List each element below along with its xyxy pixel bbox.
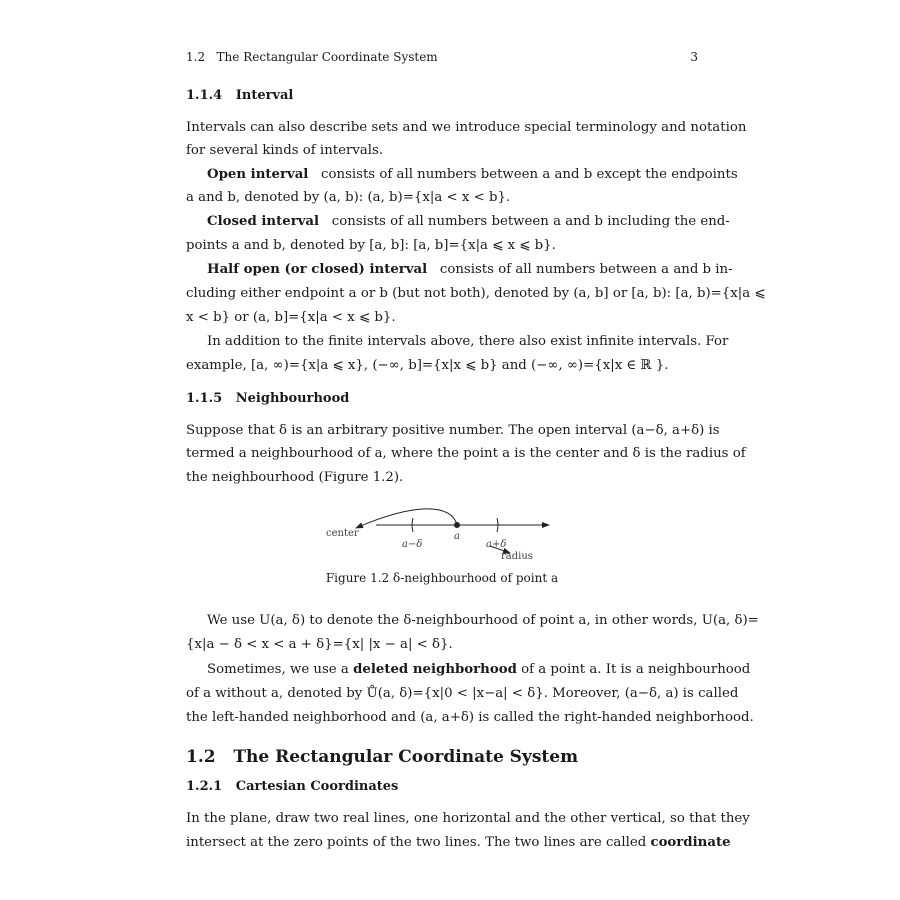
heading-title: Cartesian Coordinates: [235, 779, 399, 794]
label-a-minus-delta: a−δ: [402, 539, 423, 550]
neighbourhood-para-line-2: termed a neighbourhood of a, where the point a is the center and δ is the radius of: [186, 446, 746, 461]
header-section-number: 1.2: [186, 50, 206, 64]
half-open-interval-line-2: cluding either endpoint a or b (but not both), denoted by (a, b] or [a, b): [a, b)={x|a ⩽: [186, 286, 766, 301]
subsection-heading-neighbourhood: [186, 391, 349, 406]
infinite-interval-line-2: example, [a, ∞)={x|a ⩽ x}, (−∞, b]={x|x ⩽ b} and (−∞, ∞)={x|x ∈ ℝ }.: [186, 358, 669, 373]
half-open-interval-line-3: x < b} or (a, b]={x|a < x ⩽ b}.: [186, 310, 396, 325]
figure-caption: Figure 1.2 δ-neighbourhood of point a: [325, 571, 559, 585]
heading-title: Interval: [235, 88, 294, 103]
deleted-neighbourhood-line-3: the left-handed neighborhood and (a, a+δ) is called the right-handed neighborhood.: [186, 710, 754, 725]
page: [186, 0, 766, 900]
neighbourhood-figure: [316, 500, 556, 566]
half-open-interval-text: consists of all numbers between a and b in-: [439, 262, 733, 277]
section-title: The Rectangular Coordinate System: [233, 747, 579, 767]
open-interval-line-2: a and b, denoted by (a, b): (a, b)={x|a < x < b}.: [186, 190, 511, 205]
subsection-heading-cartesian: [186, 779, 398, 794]
neighbourhood-para-line-1: Suppose that δ is an arbitrary positive number. The open interval (a−δ, a+δ) is: [186, 423, 720, 438]
section-number: 1.2: [186, 747, 216, 767]
header-title: The Rectangular Coordinate System: [216, 50, 438, 64]
closed-interval-line-1: [186, 214, 730, 229]
section-heading: [186, 747, 578, 767]
interval-intro-line-1: Intervals can also describe sets and we introduce special terminology and notation: [186, 120, 747, 135]
closed-interval-term: Closed interval: [207, 214, 320, 229]
coordinate-term: coordinate: [650, 835, 731, 850]
label-a-plus-delta: a+δ: [486, 539, 507, 550]
deleted-neighbourhood-line-2: of a without a, denoted by Ů(a, δ)={x|0 < |x−a| < δ}. Moreover, (a−δ, a) is called: [186, 686, 739, 701]
deleted-neighbourhood-term: deleted neighborhood: [353, 662, 517, 677]
half-open-interval-line-1: [186, 262, 733, 277]
open-interval-term: Open interval: [207, 167, 309, 182]
heading-number: 1.1.4: [186, 88, 223, 103]
cartesian-para-line-2: [186, 835, 731, 850]
cartesian-text: intersect at the zero points of the two lines. The two lines are called: [186, 835, 651, 850]
label-radius: radius: [501, 551, 533, 562]
open-interval-text: consists of all numbers between a and b except the endpoints: [321, 167, 738, 182]
label-center: center: [326, 528, 359, 539]
label-a: a: [454, 531, 460, 542]
open-interval-line-1: [186, 167, 738, 182]
infinite-interval-line-1: In addition to the finite intervals above, there also exist infinite intervals. For: [207, 334, 729, 349]
heading-title: Neighbourhood: [235, 391, 350, 406]
heading-number: 1.1.5: [186, 391, 223, 406]
notation-line-1: We use U(a, δ) to denote the δ-neighbourhood of point a, in other words, U(a, δ)=: [207, 613, 759, 628]
deleted-text-pre: Sometimes, we use a: [207, 662, 354, 677]
closed-interval-line-2: points a and b, denoted by [a, b]: [a, b]={x|a ⩽ x ⩽ b}.: [186, 238, 556, 253]
half-open-interval-term: Half open (or closed) interval: [207, 262, 428, 277]
deleted-text-post: of a point a. It is a neighbourhood: [516, 662, 751, 677]
notation-line-2: {x|a − δ < x < a + δ}={x| |x − a| < δ}.: [186, 637, 453, 652]
cartesian-para-line-1: In the plane, draw two real lines, one horizontal and the other vertical, so that they: [186, 811, 750, 826]
running-header: [186, 50, 698, 64]
closed-interval-text: consists of all numbers between a and b including the end-: [331, 214, 730, 229]
neighbourhood-para-line-3: the neighbourhood (Figure 1.2).: [186, 470, 404, 485]
page-number: 3: [690, 50, 698, 64]
interval-intro-line-2: for several kinds of intervals.: [186, 143, 384, 158]
heading-number: 1.2.1: [186, 779, 223, 794]
deleted-neighbourhood-line-1: [186, 662, 751, 677]
subsection-heading-interval: [186, 88, 293, 103]
